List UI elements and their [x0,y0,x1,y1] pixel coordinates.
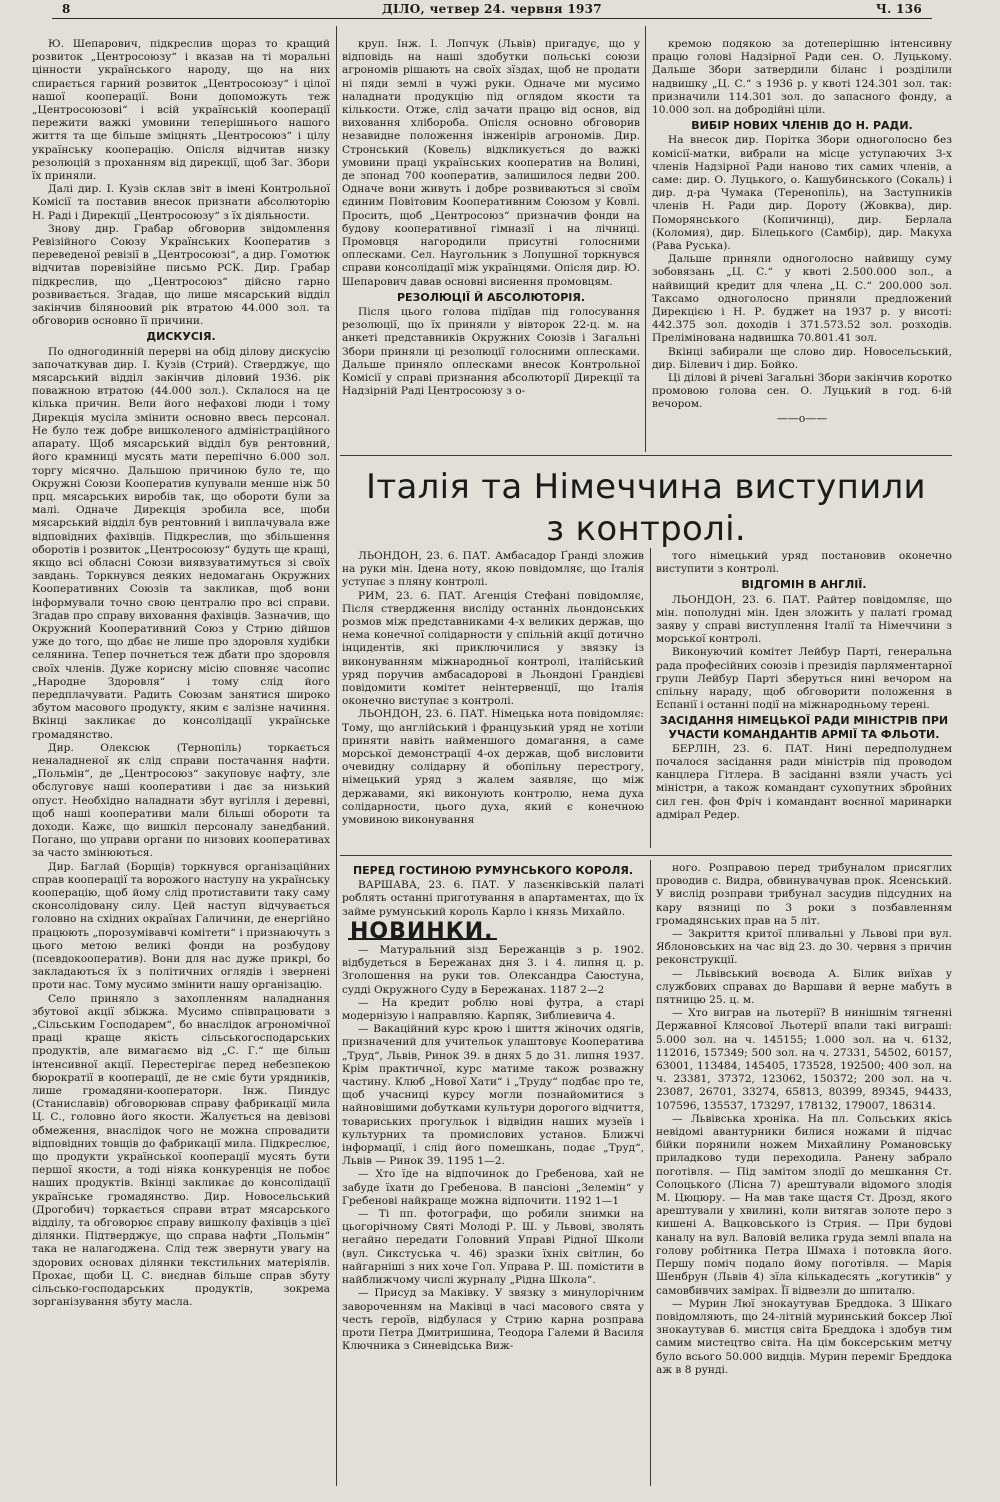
article-paragraph: На внесок дир. Порітка Збори одноголосно без комісії-матки, вибрали на місце уступаючих 3-х членів Надзірної Ради наново тих самих членів, а саме: дир. О. Луцького, о. Кашубинського (Сокаль) і дир. д-ра Чумака (Теренопіль), на Заступників членів Н. Ради дир. Дороту (Жовква), дир. Поморянського (Копичинці), дир. Берлала (Коломия), дир. Білецького (Самбір), дир. Макуха (Рава Руська). [652,134,952,253]
subheading-german-council: ЗАСІДАННЯ НІМЕЦЬКОЇ РАДИ МІНІСТРІВ ПРИ УЧАСТИ КОМАНДАНТІВ АРМІЇ ТА ФЛЬОТИ. [659,714,949,741]
article-paragraph: РИМ, 23. 6. ПАТ. Агенція Стефані повідомляє, Після ствердження висліду останніх льондонських розмов між представниками 4-х великих держав, що нема конечної солідарности у спільній акції дотично інцидентів, які приключилися у звязку із виконуванням міжнародньої контролі, італійський уряд поручив амбасадорові в Льондоні Ґрандієві повідомити комітет неінтервенції, що Італія оконечно виступає з контролі. [342,589,644,708]
section-rule-2 [340,855,952,856]
news-item: — Хто виграв на льотерії? В нинішнім тягненні Державної Клясової Льотерії впали такі виграші: 5.000 зол. на ч. 145155; 1.000 зол. на ч. 6132, 112016, 157349; 500 зол. на ч. 27331, 54502, 60157, 63001, 113484, 145405, 173528, 192500; 400 зол. на ч. 23381, 37372, 123062, 150372; 200 зол. на ч. 23087, 26701, 33274, 65813, 80399, 89345, 94433, 107596, 135537, 173297, 178132, 179007, 186314. [656,1007,952,1112]
news-item: — Хто їде на відпочинок до Гребенова, хай не забуде їхати до Гребенова. В пансіоні „Зелемін“ у Гребенові найкраще можна відпочити. 1192 1—1 [342,1168,644,1207]
news-item: — Львівська хроніка. На пл. Сольських якісь невідомі авантурники билися ножами й підчас бійки порянили ножем Михайлину Романовську приладково туди переходила. Ранену забрало поготівля. — Під замітом злодії до мешкання Ст. Солоцького (Лісна 7) арештували відомого злодія М. Цюцюру. — На мав таке щастя Ст. Дрозд, якого арештували у хвилині, коли витягав золоте перо з кишені А. Вацковського із Стрия. — При будові каналу на вул. Валовій велика груда землі впала на голову робітника Петра Шмаха і потовкла його. Першу поміч подало йому поготівля. — Марія Шенбрун (Львів 4) зїла кількадесять „когутиків“ у самовбивчих замірах. Її відвезли до шпиталю. [656,1112,952,1297]
article-paragraph: По одногодинній перерві на обід ділову дискусію започаткував дир. І. Кузів (Стрий). Стверджує, що мясарський відділ закінчив діловий 1936. рік поважною втратою (44.000 зол.). Склалося на це кілька причин. Вели його нефахові люди і тому Дирекція мусіла змінити основно ввесь персонал. Не було теж добре вишколеного адміністраційного апарату. Щоб мясарський відділ був рентовний, його крамниці мусять мати перепічно 6.000 зол. торгу місячно. Дальшою причиною було те, що Окружні Союзи Кооператив купували менше ніж 50 прц. мясарських виробів так, що обороти були за малі. Одначе Дирекція зробила все, щоби мясарський відділ був рентовний і виплачувала вже відповідних фахівців. Підкреслив, що збільшення оборотів і розвиток „Центросоюзу“ будуть ще кращі, якщо всі обласні Союзи виявзуватимуться зі своїх завдань. Торкнувся деяких недомагань Окружних Кооперативних Союзів та закликав, щоб вони інформували точно свою централю про всі справи. Згадав про справу виховання фахівців. Зазначив, що Окружний Кооперативний Союз у Стрию дійшов уже до того, що дбає не лише про здоровля худібки селянина. Тепер почнеться теж дбати про здоровля своїх членів. Дуже корисну місію сповняє часопис „Народне Здоровля“ і тому слід його передплачувати. Радить Союзам занятися широко збутом масового продукту, яким є залізне начиння. Вкінці закликає до консолідації українське громадянство. [32,345,330,741]
italy-article-left [342,550,644,850]
article-paragraph: того німецький уряд постановив оконечно виступити з контролі. [656,550,952,576]
newspaper-title-date: ДІЛО, четвер 24. червня 1937 [382,2,602,16]
news-item: — Закриття критої пливальні у Львові при вул. Яблоновських на час від 23. до 30. червня з причин реконструкції. [656,928,952,967]
page-number: 8 [62,2,71,16]
section-heading-resolutions: РЕЗОЛЮЦІЇ Й АБСОЛЮТОРІЯ. [396,290,586,304]
article-paragraph: кремою подякою за дотеперішню інтенсивну працю голові Надзірної Ради сен. О. Луцькому. Дальше Збори затвердили біланс і розділили надвишку „Ц. С.“ з 1936 р. у квоті 124.301 зол. так: призначили 114.301 зол. до запасного фонду, а 10.000 зол. на добродійні ціли. [652,38,952,117]
article-paragraph: Ці ділові й річеві Загальні Збори закінчив коротко промовою голова сен. О. Луцький в год. 6-ій вечором. [652,372,952,411]
news-item: — Вакаційний курс крою і шиття жіночих одягів, призначений для учительок улаштовує Кооператива „Труд“, Львів, Ринок 39. в днях 5 до 31. липня 1937. Крім практичної, курс матиме також розважну частину. Клюб „Нової Хати“ і „Труду“ подбає про те, щоб учасниці курсу могли познайомитися з найновішими добутками культури дорогого відчиття, товариських прогульок і відвідин наших музеїв і культурних та промислових установ. Ближчі інформації, і слід його помешкань, подає „Труд“, Львів — Ринок 39. 1195 1—2. [342,1023,644,1168]
article-paragraph: ЛЬОНДОН, 23. 6. ПАТ. Амбасадор Ґранді зложив на руки мін. Ідена ноту, якою повідомляє, що Італія уступає з пляну контролі. [342,550,644,589]
column-rule-3 [650,548,651,848]
section-heading-elections: ВИБІР НОВИХ ЧЛЕНІВ ДО Н. РАДИ. [691,119,913,133]
column-5 [656,862,952,1488]
article-paragraph: Далі дир. І. Кузів склав звіт в імені Контрольної Комісії та поставив внесок признати абсолюторію Н. Раді і Дирекції „Центросоюзу“ з їх діяльности. [32,183,330,222]
section-ornament: ——o—— [776,411,828,425]
news-item: — Матуральний зізд Бережанців з р. 1902. відбудеться в Бережанах дня 3. і 4. липня ц. р. Зголошення на руки тов. Олександра Саюстуна, судді Окружного Суду в Бережанах. 1187 2—2 [342,944,644,996]
article-paragraph: Знову дир. Грабар обговорив звідомлення Ревізійного Союзу Українських Кооператив з переведеної ревізії в „Центросоюзі“, а дир. Гомотюк відчитав поревізійне письмо РСК. Дир. Грабар підкреслив, що „Центросоюз“ дійсно гарно розвивається. Згадав, що лише мясарський відділ закінчив біляноовий рік втратою 44.000 зол. та обговорив основно її причини. [32,222,330,328]
article-paragraph: Після цього голова підїдав під голосування резолюції, що їх приняли у вівторок 22-ц. м. на анкеті представників Окружних Союзів і Загальні Збори приняли ці резолюції голосними оплесками. Дальше приняло оплесками внесок Контрольної Комісії у справі признання абсолюторії Дирекції та Надзірній Раді Центросоюзу з о- [342,306,640,398]
article-paragraph: Дальше приняли одноголосно найвищу суму зобовязань „Ц. С.“ у квоті 2.500.000 зол., а найвищий кредит для члена „Ц. С.“ 200.000 зол. Таксамо одноголосно приняли предложений Дирекцією і Н. Р. буджет на 1937 р. у висоті: 442.375 зол. доходів і 371.573.52 зол. розходів. Прелімінована надвишка 70.801.41 зол. [652,253,952,345]
article-paragraph: ЛЬОНДОН, 23. 6. ПАТ. Німецька нота повідомляє: Тому, що англійський і французький уряд не хотіли приняти навіть найменшого домагання, а саме морської демонстрації 4-ох держав, щоб висловити очевидну солідарну й обопільну перестрогу, німецький уряд з жалем заявляє, що між державами, які виконують контролю, нема духа солідарности, цього духа, який є конечною умовиною виконування [342,708,644,827]
news-item: — Присуд за Маківку. У звязку з минулорічним завороченням на Маківці в часі масового свята у честь героїв, відбулася у Стрию карна розправа проти Петра Дмитришина, Теодора Галеми й Василя Ключника з Синевідська Виж- [342,1287,644,1353]
news-item: — Ті пп. фотографи, що робили знимки на цьогорічному Святі Молоді Р. Ш. у Львові, зволять негайно передати Головний Управі Рідної Школи (вул. Сикстуська ч. 46) зразки їхніх світлин, бо найгарніші з них хоче Гол. Управа Р. Ш. помістити в найближчому числі журналу „Рідна Школа“. [342,1208,644,1287]
column-rule-2 [645,26,646,452]
news-section-title: НОВИНКИ. [348,925,497,940]
news-item: — Львівський воєвода А. Білик виїхав у службових справах до Варшави й верне мабуть в пятницю 25. ц. м. [656,967,952,1007]
section-heading-discussion: ДИСКУСІЯ. [146,330,216,344]
section-heading-romanian-king: ПЕРЕД ГОСТИНОЮ РУМУНСЬКОГО КОРОЛЯ. [352,864,634,877]
news-item: — Мурин Люї знокаутував Бреддока. З Шікаго повідомляють, що 24-літній муринський боксер Люї знокаутував 6. мистця світа Бреддока і здобув тим самим мистецтво світа. На цім боксерським метчу було всього 50.000 видців. Мурин переміг Бреддока аж в 8 рунді. [656,1297,952,1376]
column-news [342,862,644,1488]
headline-line-2: з контролі. [546,509,746,549]
subheading-england: ВІДГОМІН В АНГЛІЇ. [741,578,867,592]
italy-article-right [656,550,952,852]
article-paragraph: Дир. Баглай (Борщів) торкнувся організаційних справ кооперації та ворожого наступу на українську кооперацію, щоб йому слід протиставити таку саму сконсолідовану силу. Цей наступ відчувається головно на східних окраїнах Галичини, де енергійно працюють „порозумівавчі комітети“ і признаючуть з цього метою великі фонди на розбудову (псевдокооператив). Вони для нас дуже прикрі, бо закладаються їх з політичних оглядів і звернені проти нас. Тому мусимо змінити нашу організацію. [32,860,330,992]
article-paragraph: Ю. Шепарович, підкреслив щораз то кращий розвиток „Центросоюзу“ і вказав на ті моральні цінности українського народу, що на них спирається гарний розвиток „Центросоюзу“ і цілої нашої кооперації. Вони допоможуть теж „Центросоюзові“ і всій українській кооперації пережити важкі умовини теперішнього нашого життя та ще більше зміцнять „Центросоюз“ і цілу українську кооперацію. Опісля відчитав низку резолюцій з проханням від дирекції, щоб Заг. Збори їх приняли. [32,38,330,183]
news-item: ного. Розправою перед трибуналом присяглих проводив с. Видра, обвинувачував прок. Ясенський. У вислід розправи трибунал засудив підсудних на кару вязниці по 3 роки з позбавленням громадянських прав на 5 літ. [656,862,952,927]
article-paragraph: ЛЬОНДОН, 23. 6. ПАТ. Райтер повідомляє, що мін. пополудні мін. Іден зложить у палаті громад заяву у справі виступлення Італії та Німеччини з морської контролі. [656,593,952,646]
page-header [52,2,932,19]
article-paragraph: круп. Інж. І. Лопчук (Львів) пригадує, що у відповідь на наші здобутки польські союзи агрономів рішають на своїх зїздах, щоб не продати ні пяди землі в чужі руки. Одначе ми мусимо наладнати продукцію під оглядом якости та кількости. Отже, слід зачати працю від основ, від виховання хлібороба. Опісля основно обговорив незавидне положення інженірів агрономів. Дир. Стронський (Ковель) відкликується до важкі умовини праці українських кооператив на Волині, де зпонад 700 кооператив, залишилося ледви 200. Одначе вони живуть і добре розвиваються зі своїм єдиним Повітовим Кооперативним Союзом у Ковлі. Просить, щоб „Центросоюз“ призначив фонди на будову кооперативної гімназії і на лічниці. Промовця нагородили присутні голосними оплесками. Сел. Наугольник з Лопушної торкнувся справи консолідації між українцями. Опісля дир. Ю. Шепарович давав основні виснення промовцям. [342,38,640,288]
column-1 [32,38,330,1488]
headline-line-1: Італія та Німеччина виступили [366,467,926,507]
article-paragraph: Вкінці забирали ще слово дир. Новосельський, дир. Білевич і дир. Бойко. [652,345,952,371]
column-3 [652,38,952,452]
news-item: — На кредит роблю нові футра, а старі модернізую і направляю. Карпяк, Зиблиевича 4. [342,996,644,1023]
issue-number: Ч. 136 [875,2,922,16]
article-paragraph: Виконуючий комітет Лейбур Парті, генеральна рада професійних союзів і президія парляментарної групи Лейбур Парті зберуться нині вечором на спільну нараду, щоб обговорити положення в Еспанії і останні події на міжнародньому терені. [656,646,952,712]
article-paragraph: Дир. Олексюк (Тернопіль) торкається неналадненої як слід справи постачання нафти. „Польмін“, де „Центросоюз“ закуповує нафту, зле обслуговує наші кооперативи і дає за низький опуст. Необхідно наладнати збут вугілля і деревні, щоб наші кооперативи мали більші обороти та доходи. Кажє, що вишкіл персоналу занедбаний. Погано, що управи органи по низових кооперативах за часто змінюються. [32,741,330,860]
column-rule-4 [650,860,651,1486]
section-rule-1 [340,455,952,456]
article-paragraph: ВАРШАВА, 23. 6. ПАТ. У лазєнківській палаті роблять останні приготування в апартаментах, що їх займе румунський король Карло і князь Михайло. [342,879,644,918]
article-paragraph: Село приняло з захопленням наладнання збутової акції збіжжа. Мусимо співпрацювати з „Сільським Господарем“, бо внаслідок агрономічної праці краще якість сільськогосподарських продуктів, але вимагаємо від „С. Г.“ ще більш інтенсивної акції. Перестерігає перед небезпекою бюрократії в кооперації, де не сміє бути урядників, лише громадяни-кооператори. Інж. Пиндус (Станиславів) обговорював справу фабрикації мила Ц. С., головно його якости. Жалується на девізові обмеження, внаслідок чого не можна спровадити відповідних товщів до фабрикації мила. Підкреслює, що продукти української кооперації мусять бути першої якости, а тоді ніяка конкуренція не побоє наших продуктів. Вкінці закликає до консолідації українське громадянство. Дир. Новосельський (Дрогобич) торкається справи втрат мясарського відділу, та обговорює справу вишколу фахівців з цієї ділянки. Підтверджує, що справа нафти „Польмін“ така не налагоджена. Слід теж звернути увагу на здорових основах ділянки текстильних матеріялів. Прохає, щоби Ц. С. виєднав більше справ збуту сільсько-господарських продуктів, зокрема зорганізування збуту масла. [32,992,330,1309]
main-headline [340,466,952,550]
column-rule-1 [336,26,337,1486]
column-2 [342,38,640,452]
article-paragraph: БЕРЛІН, 23. 6. ПАТ. Нині передполуднем почалося засідання ради міністрів під проводом канцлера Гітлера. В засіданні взяли участь усі міністри, а також командант сухопутних збройних сил ген. фон Фріч і командант воєнної маринарки адмірал Редер. [656,742,952,821]
